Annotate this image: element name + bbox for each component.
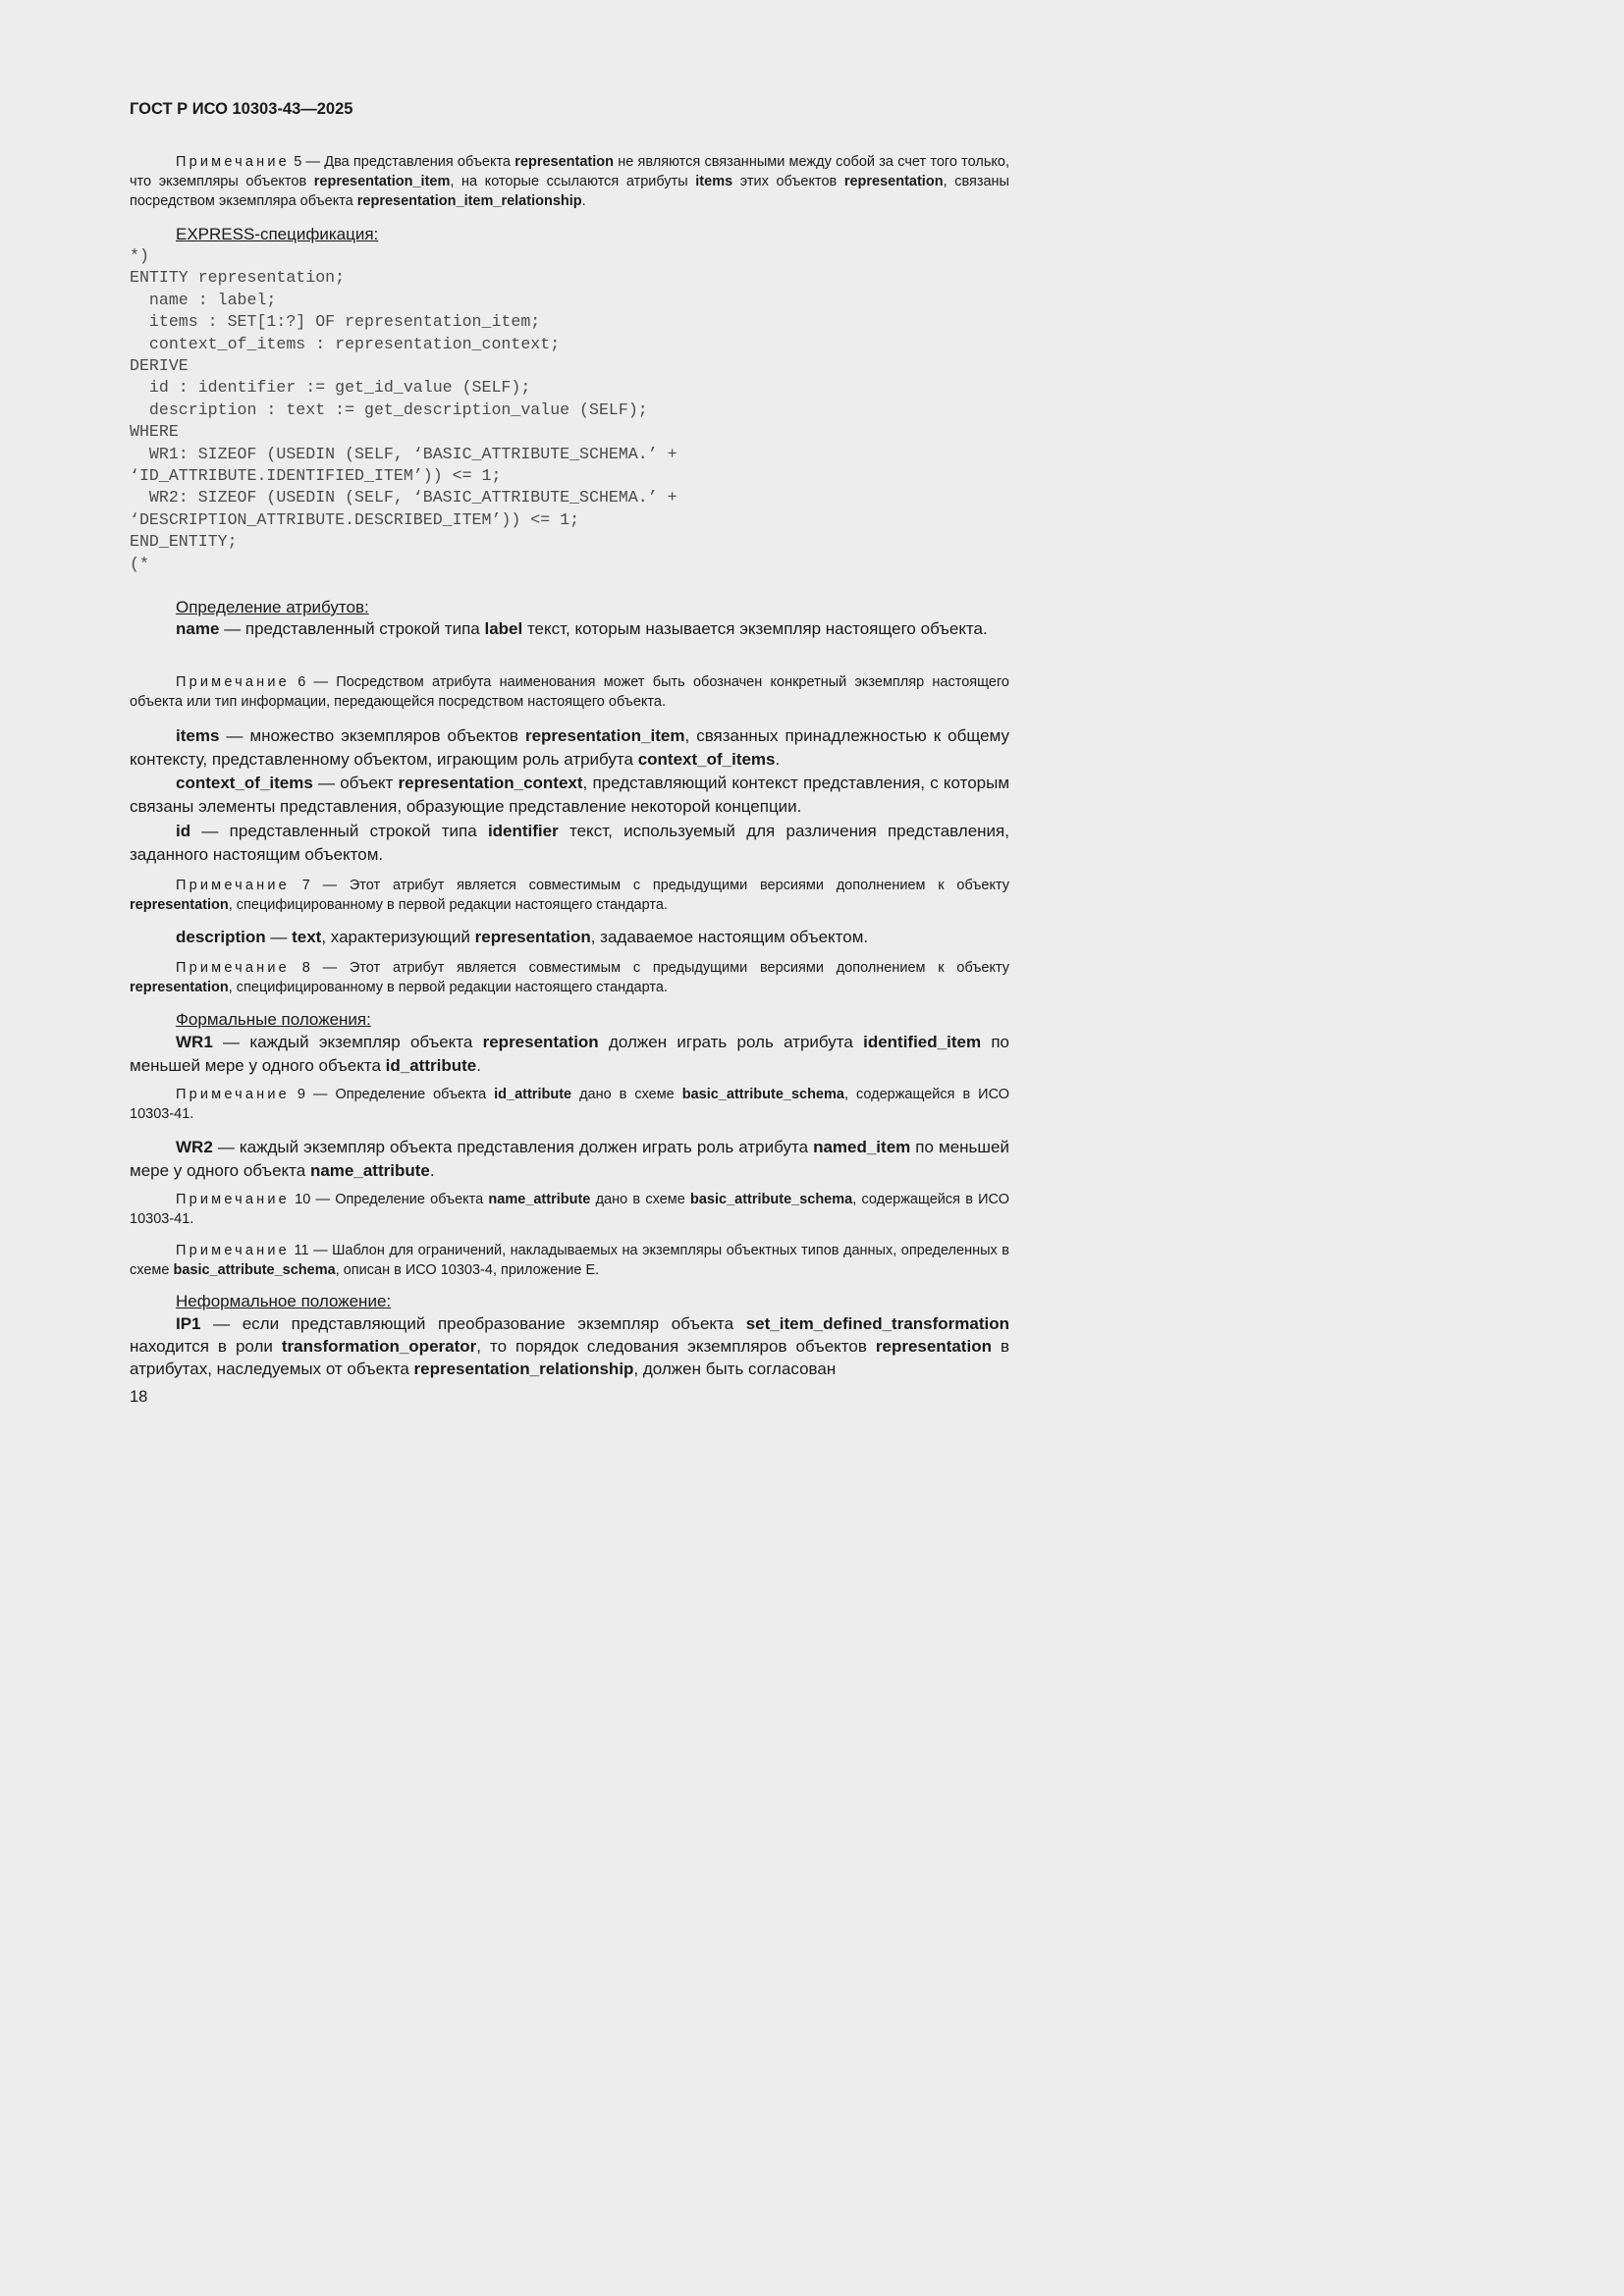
note-6: Примечание 6 — Посредством атрибута наименования может быть обозначен конкретный экземпляр настоящего объекта или тип информации, передающейся посредством настоящего объекта. <box>130 674 1009 710</box>
formal-propositions-heading: Формальные положения: <box>176 1010 371 1029</box>
wr2-rule: WR2 — каждый экземпляр объекта представления должен играть роль атрибута named_item по меньшей мере у одного объекта name_attribute. <box>130 1138 1009 1180</box>
attribute-definitions-heading: Определение атрибутов: <box>176 598 369 616</box>
express-code-block: *) ENTITY representation; name : label; items : SET[1:?] OF representation_item; context_of_items : representation_context; DERIVE id : identifier := get_id_value (SELF); description : text := get_description_value (SELF); WHERE WR1: SIZEOF (USEDIN (SELF, ‘BASIC_ATTRIBUTE_SCHEMA.’ + ‘ID_ATTRIBUTE.IDENTIFIED_ITEM’)) <= 1; WR2: SIZEOF (USEDIN (SELF, ‘BASIC_ATTRIBUTE_SCHEMA.’ + ‘DESCRIPTION_ATTRIBUTE.DESCRIBED_ITEM’)) <= 1; END_ENTITY; (* <box>130 246 677 573</box>
note-10: Примечание 10 — Определение объекта name_attribute дано в схеме basic_attribute_schema, содержащейся в ИСО 10303-41. <box>130 1192 1009 1227</box>
note-5: Примечание 5 — Два представления объекта representation не являются связанными между собой за счет того только, что экземпляры объектов representation_item, на которые ссылаются атрибуты items этих объектов representation, связаны посредством экземпляра объекта representation_item_relationship. <box>130 154 1009 209</box>
document-page <box>0 0 1089 1539</box>
note-7: Примечание 7 — Этот атрибут является совместимым с предыдущими версиями дополнением к объекту representation, специфицированному в первой редакции настоящего стандарта. <box>130 878 1010 913</box>
note-9: Примечание 9 — Определение объекта id_attribute дано в схеме basic_attribute_schema, содержащейся в ИСО 10303-41. <box>130 1087 1010 1122</box>
ip1-proposition: IP1 — если представляющий преобразование экземпляр объекта set_item_defined_transformation находится в роли transformation_operator, то порядок следования экземпляров объектов representation в атрибутах, наследуемых от объекта representation_relationship, должен быть согласован <box>130 1314 1009 1378</box>
note-11: Примечание 11 — Шаблон для ограничений, накладываемых на экземпляры объектных типов данных, определенных в схеме basic_attribute_schema, описан в ИСО 10303-4, приложение E. <box>130 1243 1010 1278</box>
context-of-items-definition: context_of_items — объект representation_context, представляющий контекст представления, с которым связаны элементы представления, образующие представление некоторой концепции. <box>130 774 1010 816</box>
express-spec-heading: EXPRESS-спецификация: <box>176 225 379 243</box>
name-attribute-definition: name — представленный строкой типа label текст, которым называется экземпляр настоящего объекта. <box>176 619 988 638</box>
document-header: ГОСТ Р ИСО 10303-43—2025 <box>130 100 353 118</box>
informal-proposition-heading: Неформальное положение: <box>176 1292 392 1310</box>
description-attribute-definition: description — text, характеризующий representation, задаваемое настоящим объектом. <box>176 928 869 946</box>
wr1-rule: WR1 — каждый экземпляр объекта representation должен играть роль атрибута identified_item по меньшей мере у одного объекта id_attribute. <box>130 1033 1009 1075</box>
page-number: 18 <box>130 1388 148 1406</box>
id-attribute-definition: id — представленный строкой типа identifier текст, используемый для различения представления, заданного настоящим объектом. <box>130 822 1009 864</box>
items-attribute-definition: items — множество экземпляров объектов representation_item, связанных принадлежностью к общему контексту, представленному объектом, играющим роль атрибута context_of_items. <box>130 726 1009 769</box>
note-8: Примечание 8 — Этот атрибут является совместимым с предыдущими версиями дополнением к объекту representation, специфицированному в первой редакции настоящего стандарта. <box>130 960 1010 995</box>
